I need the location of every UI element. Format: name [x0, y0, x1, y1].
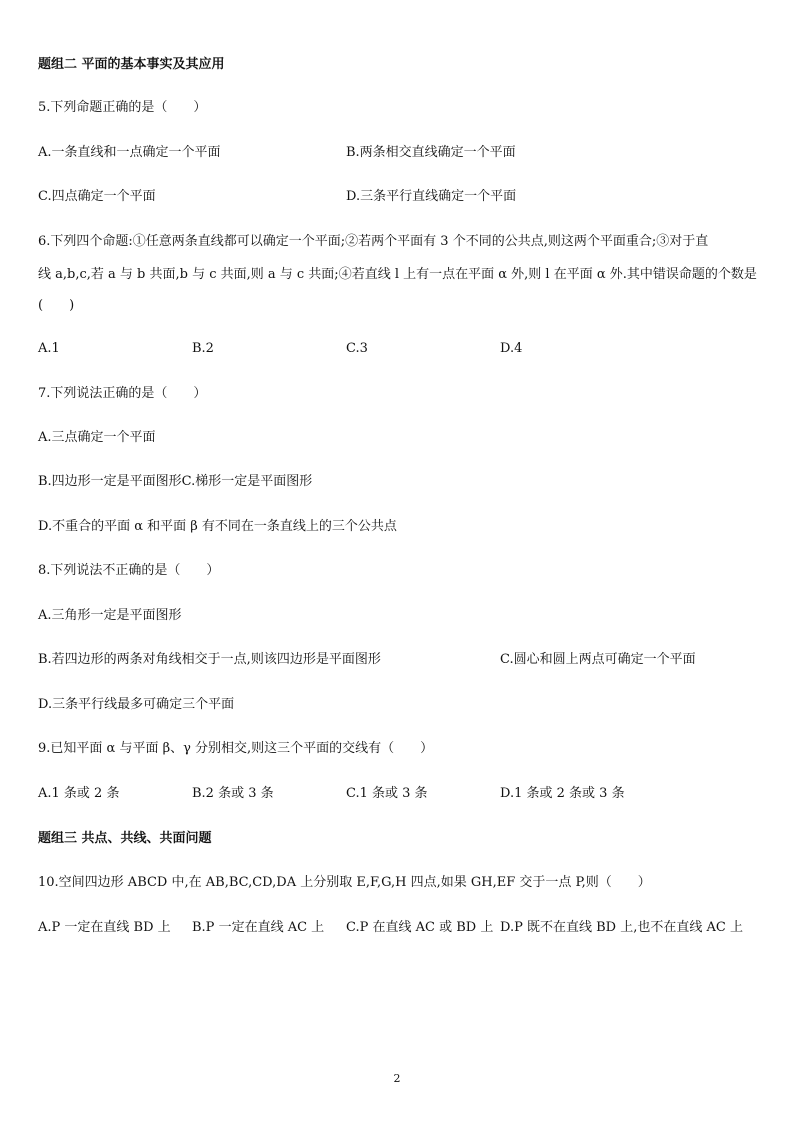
question-9-option-c: C.1 条或 3 条 [346, 786, 428, 801]
question-5-option-a: A.一条直线和一点确定一个平面 [38, 145, 221, 160]
question-9-option-a: A.1 条或 2 条 [38, 786, 120, 801]
question-7-stem: 7.下列说法正确的是（ ） [38, 386, 207, 401]
question-8-option-c: C.圆心和圆上两点可确定一个平面 [500, 652, 696, 667]
question-10-stem: 10.空间四边形 ABCD 中,在 AB,BC,CD,DA 上分别取 E,F,G,H 四点,如果 GH,EF 交于一点 P,则（ ） [38, 875, 651, 890]
question-9-stem: 9.已知平面 α 与平面 β、γ 分别相交,则这三个平面的交线有（ ） [38, 741, 434, 756]
question-10-option-d: D.P 既不在直线 BD 上,也不在直线 AC 上 [500, 920, 743, 935]
question-10-option-a: A.P 一定在直线 BD 上 [38, 920, 171, 935]
question-6-line-1: 6.下列四个命题:①任意两条直线都可以确定一个平面;②若两个平面有 3 个不同的公共点,则这两个平面重合;③对于直 [38, 234, 709, 249]
question-10-option-b: B.P 一定在直线 AC 上 [192, 920, 325, 935]
page-number: 2 [393, 1072, 401, 1085]
question-8-option-b: B.若四边形的两条对角线相交于一点,则该四边形是平面图形 [38, 652, 381, 667]
question-9-option-b: B.2 条或 3 条 [192, 786, 274, 801]
question-5-option-c: C.四点确定一个平面 [38, 189, 156, 204]
question-6-option-b: B.2 [192, 341, 214, 356]
question-9-option-d: D.1 条或 2 条或 3 条 [500, 786, 625, 801]
section-heading-3: 题组三 共点、共线、共面问题 [38, 831, 212, 846]
question-5-option-d: D.三条平行直线确定一个平面 [346, 189, 517, 204]
question-6-line-3: ( ) [38, 298, 75, 313]
question-8-option-a: A.三角形一定是平面图形 [38, 608, 182, 623]
question-6-option-d: D.4 [500, 341, 523, 356]
question-6-option-a: A.1 [38, 341, 60, 356]
question-7-option-a: A.三点确定一个平面 [38, 430, 156, 445]
question-8-stem: 8.下列说法不正确的是（ ） [38, 563, 220, 578]
question-7-option-d: D.不重合的平面 α 和平面 β 有不同在一条直线上的三个公共点 [38, 519, 397, 534]
section-heading-2: 题组二 平面的基本事实及其应用 [38, 57, 225, 72]
question-8-option-d: D.三条平行线最多可确定三个平面 [38, 697, 235, 712]
question-6-option-c: C.3 [346, 341, 368, 356]
question-6-line-2: 线 a,b,c,若 a 与 b 共面,b 与 c 共面,则 a 与 c 共面;④若直线 l 上有一点在平面 α 外,则 l 在平面 α 外.其中错误命题的个数是 [38, 267, 757, 282]
question-5-option-b: B.两条相交直线确定一个平面 [346, 145, 516, 160]
question-5-stem: 5.下列命题正确的是（ ） [38, 100, 207, 115]
question-10-option-c: C.P 在直线 AC 或 BD 上 [346, 920, 494, 935]
question-7-option-bc: B.四边形一定是平面图形C.梯形一定是平面图形 [38, 474, 313, 489]
